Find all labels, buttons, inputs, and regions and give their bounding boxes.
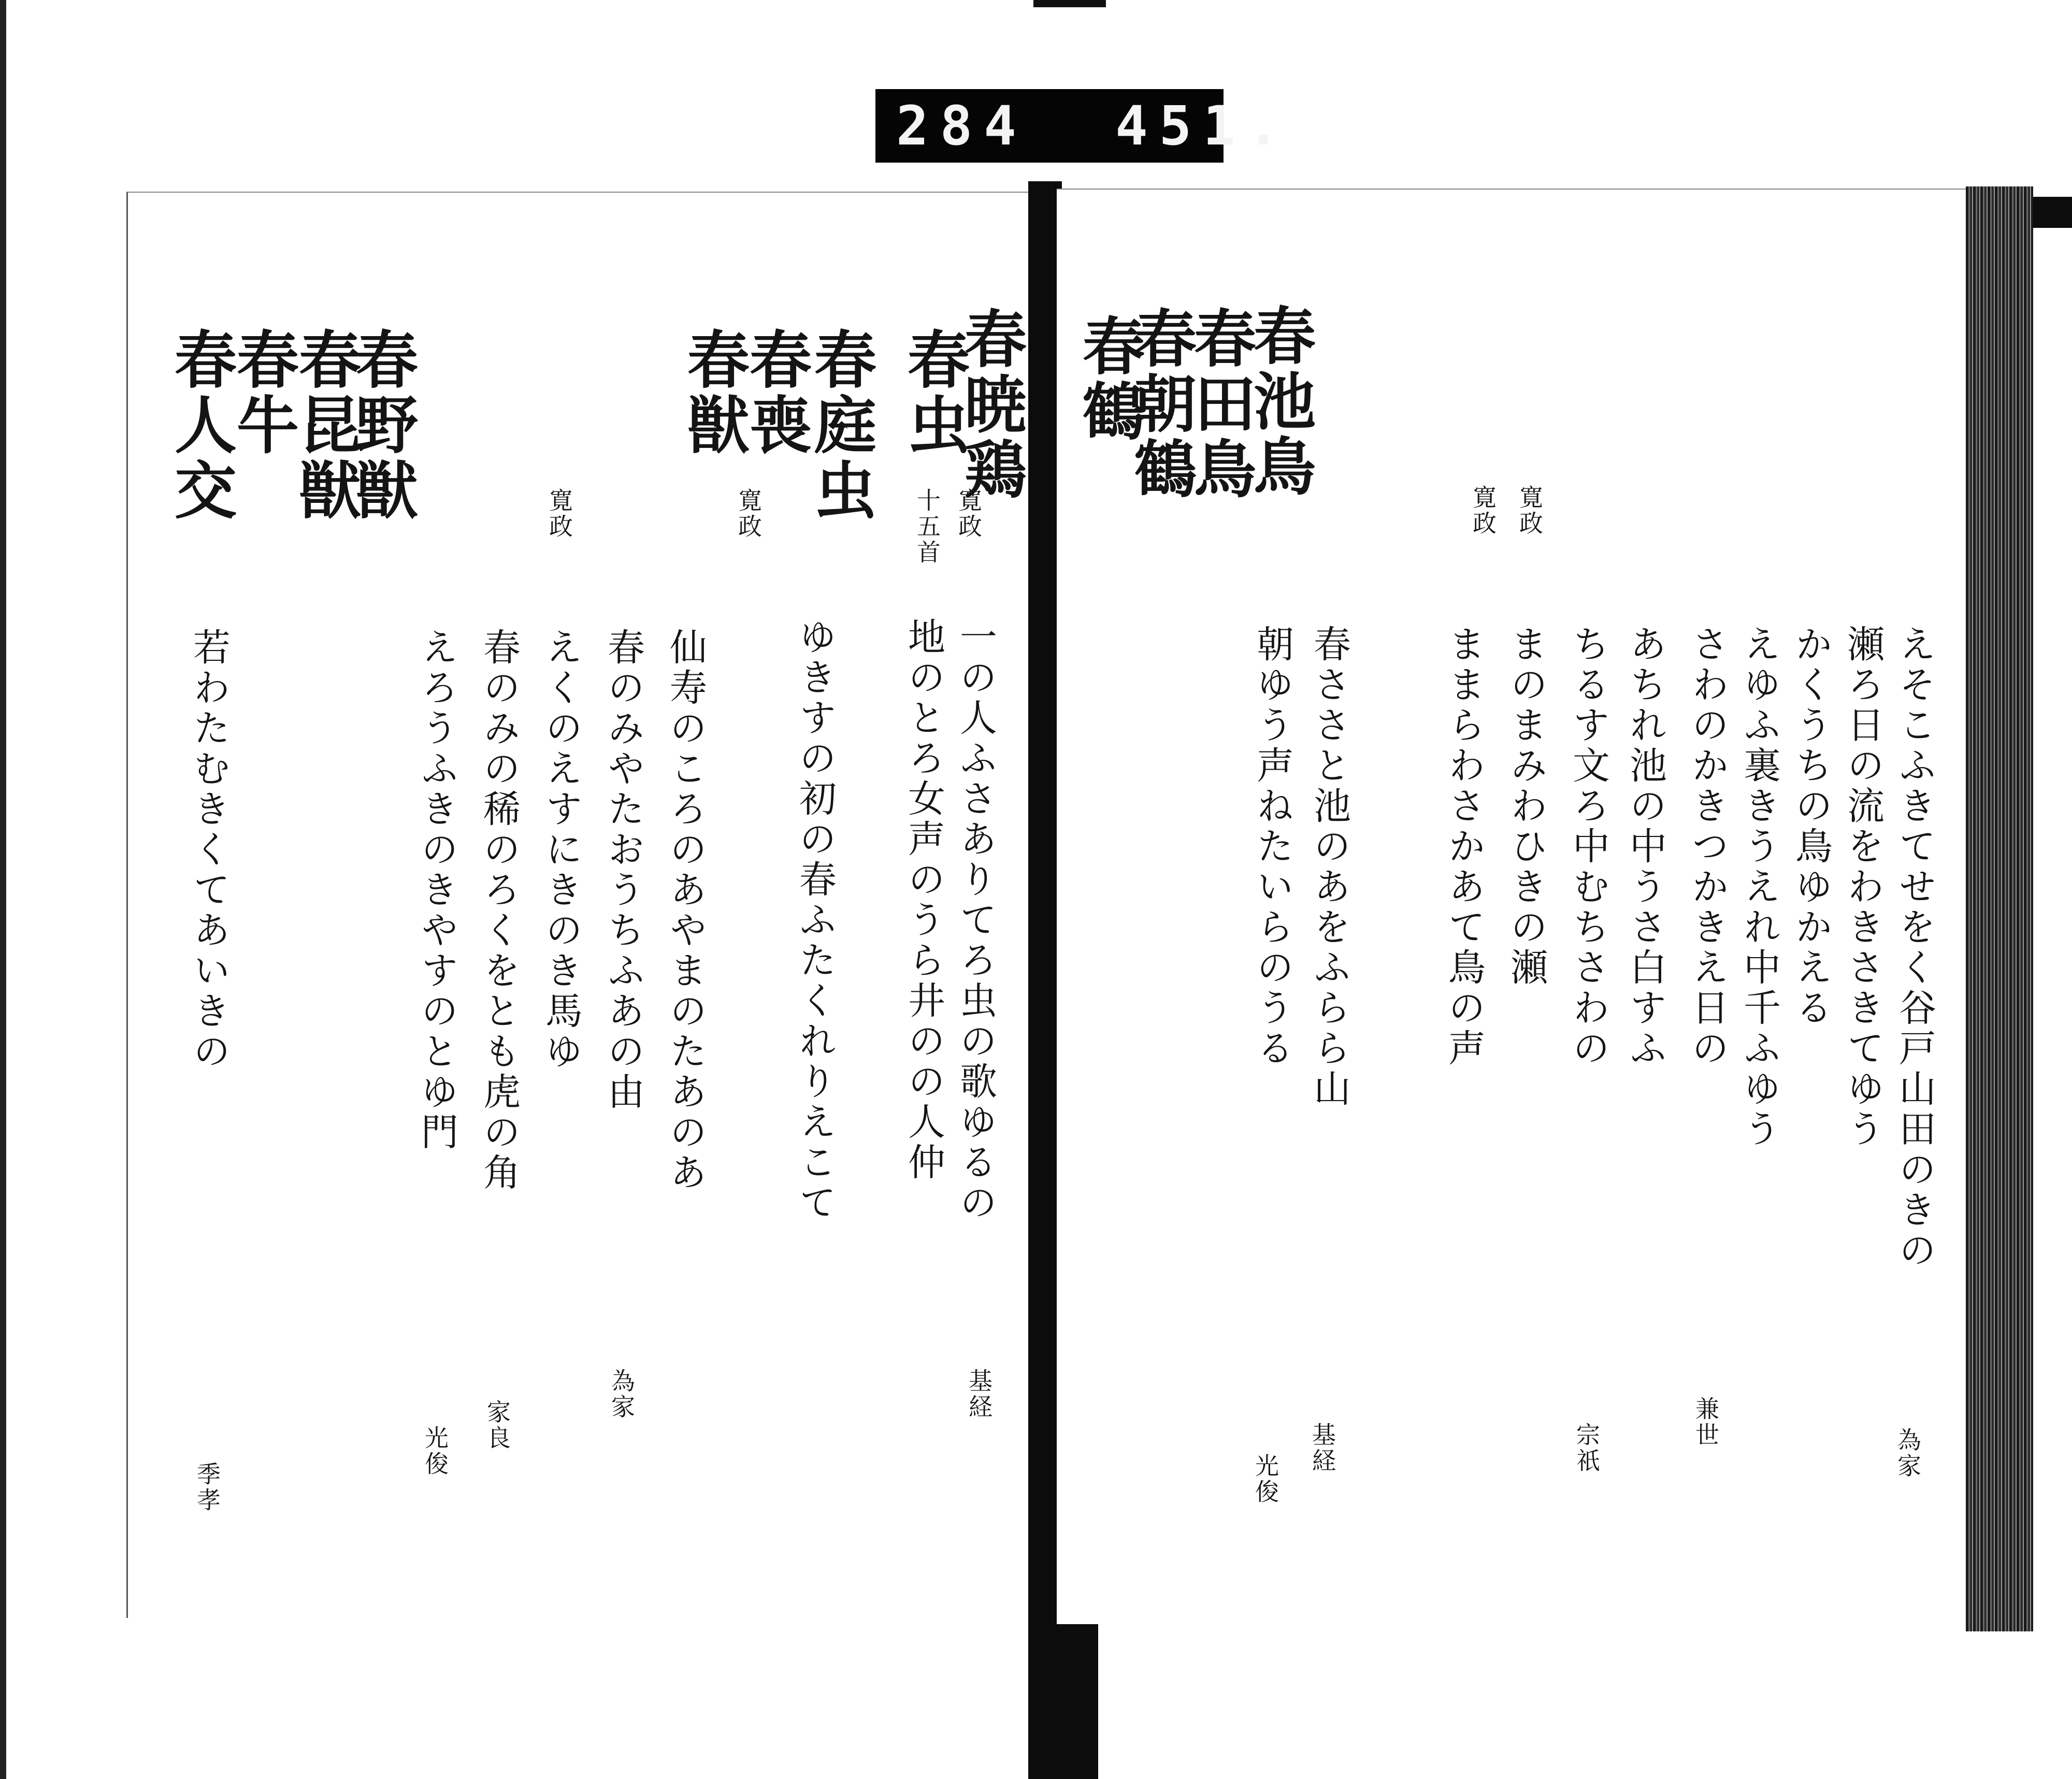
heading: 春人交: [164, 327, 237, 523]
top-notch: [1033, 0, 1106, 7]
poem-line: あちれ池の中うさ白すふ: [1623, 625, 1667, 1069]
counter-label: 284 451.: [875, 89, 1224, 163]
right-page: [1057, 189, 1975, 1624]
author-note: 寛政: [1469, 485, 1497, 537]
signature: 基経: [965, 1368, 993, 1420]
signature: 光俊: [1251, 1453, 1279, 1505]
heading: 春喪: [739, 327, 812, 458]
poem-line: 一の人ふさありてろ虫の歌ゆるの: [954, 617, 997, 1223]
poem-line: えくのえすにきのき馬ゆ: [539, 628, 583, 1072]
heading: 春暁鶏: [954, 307, 1027, 502]
poem-line: 春のみの稀のろくをとも虎の角: [477, 628, 521, 1193]
gutter-foot: [1028, 1621, 1098, 1779]
signature: 為家: [608, 1368, 636, 1420]
signature: 為家: [1894, 1427, 1922, 1479]
heading: 春庭虫: [804, 327, 877, 523]
poem-line: ゆきすの初の春ふたくれりえこて: [793, 617, 837, 1223]
poem-line: えそこふきてせをく谷戸山田のきの: [1893, 625, 1936, 1271]
heading: 春野獣: [346, 327, 419, 523]
poem-line: 仙寿のころのあやまのたあのあ: [664, 628, 707, 1193]
heading: 春朝鶴: [1124, 306, 1197, 502]
heading: 春鶴: [1072, 314, 1145, 444]
signature: 兼世: [1692, 1396, 1720, 1448]
poem-line: えゆふ裏きうえれ中千ふゆう: [1737, 625, 1781, 1150]
heading: 春池鳥: [1243, 303, 1316, 499]
poem-line: かくうちの鳥ゆかえる: [1789, 625, 1833, 1029]
poem-line: 春ささと池のあをふらら山: [1307, 625, 1351, 1109]
heading: 春獣: [677, 327, 750, 458]
signature: 光俊: [421, 1425, 449, 1477]
author-note: 寛政: [545, 488, 573, 540]
poem-line: まのまみわひきの瀬: [1504, 625, 1548, 988]
signature: 宗祇: [1573, 1422, 1601, 1474]
signature: 基経: [1308, 1422, 1336, 1474]
poem-line: 若わたむきくてあいきの: [187, 628, 231, 1072]
poem-line: 瀬ろ日の流をわきさきてゆう: [1841, 625, 1884, 1150]
author-note: 寛政: [1516, 485, 1544, 537]
signature: 家良: [483, 1399, 511, 1451]
book-page-edges: [1966, 186, 2033, 1631]
author-note: 寛政: [955, 488, 983, 540]
signature: 季孝: [193, 1462, 221, 1513]
heading: 春牛: [226, 327, 299, 458]
poem-line: 春のみやたおうちふあの由: [601, 628, 645, 1112]
poem-line: ちるす文ろ中むちさわの: [1566, 625, 1610, 1069]
poem-line: ままらわさかあて鳥の声: [1442, 625, 1486, 1069]
poem-line: 朝ゆう声ねたいらのうる: [1250, 625, 1294, 1069]
heading: 春虫: [897, 327, 970, 458]
poem-line: 地のとろ女声のうら井のの人仲: [902, 617, 945, 1183]
heading: 春昆獣: [289, 327, 362, 523]
heading: 春田鳥: [1184, 306, 1257, 502]
poem-line: えろうふきのきやすのとゆ門: [415, 628, 458, 1153]
poem-line: さわのかきつかきえ日の: [1686, 625, 1729, 1069]
left-page: [126, 192, 1040, 1618]
cover-edge: [2033, 197, 2072, 228]
author-note: 寛政: [735, 488, 762, 540]
author-note: 十五首: [913, 488, 941, 566]
binding-left-edge: [0, 0, 6, 1779]
